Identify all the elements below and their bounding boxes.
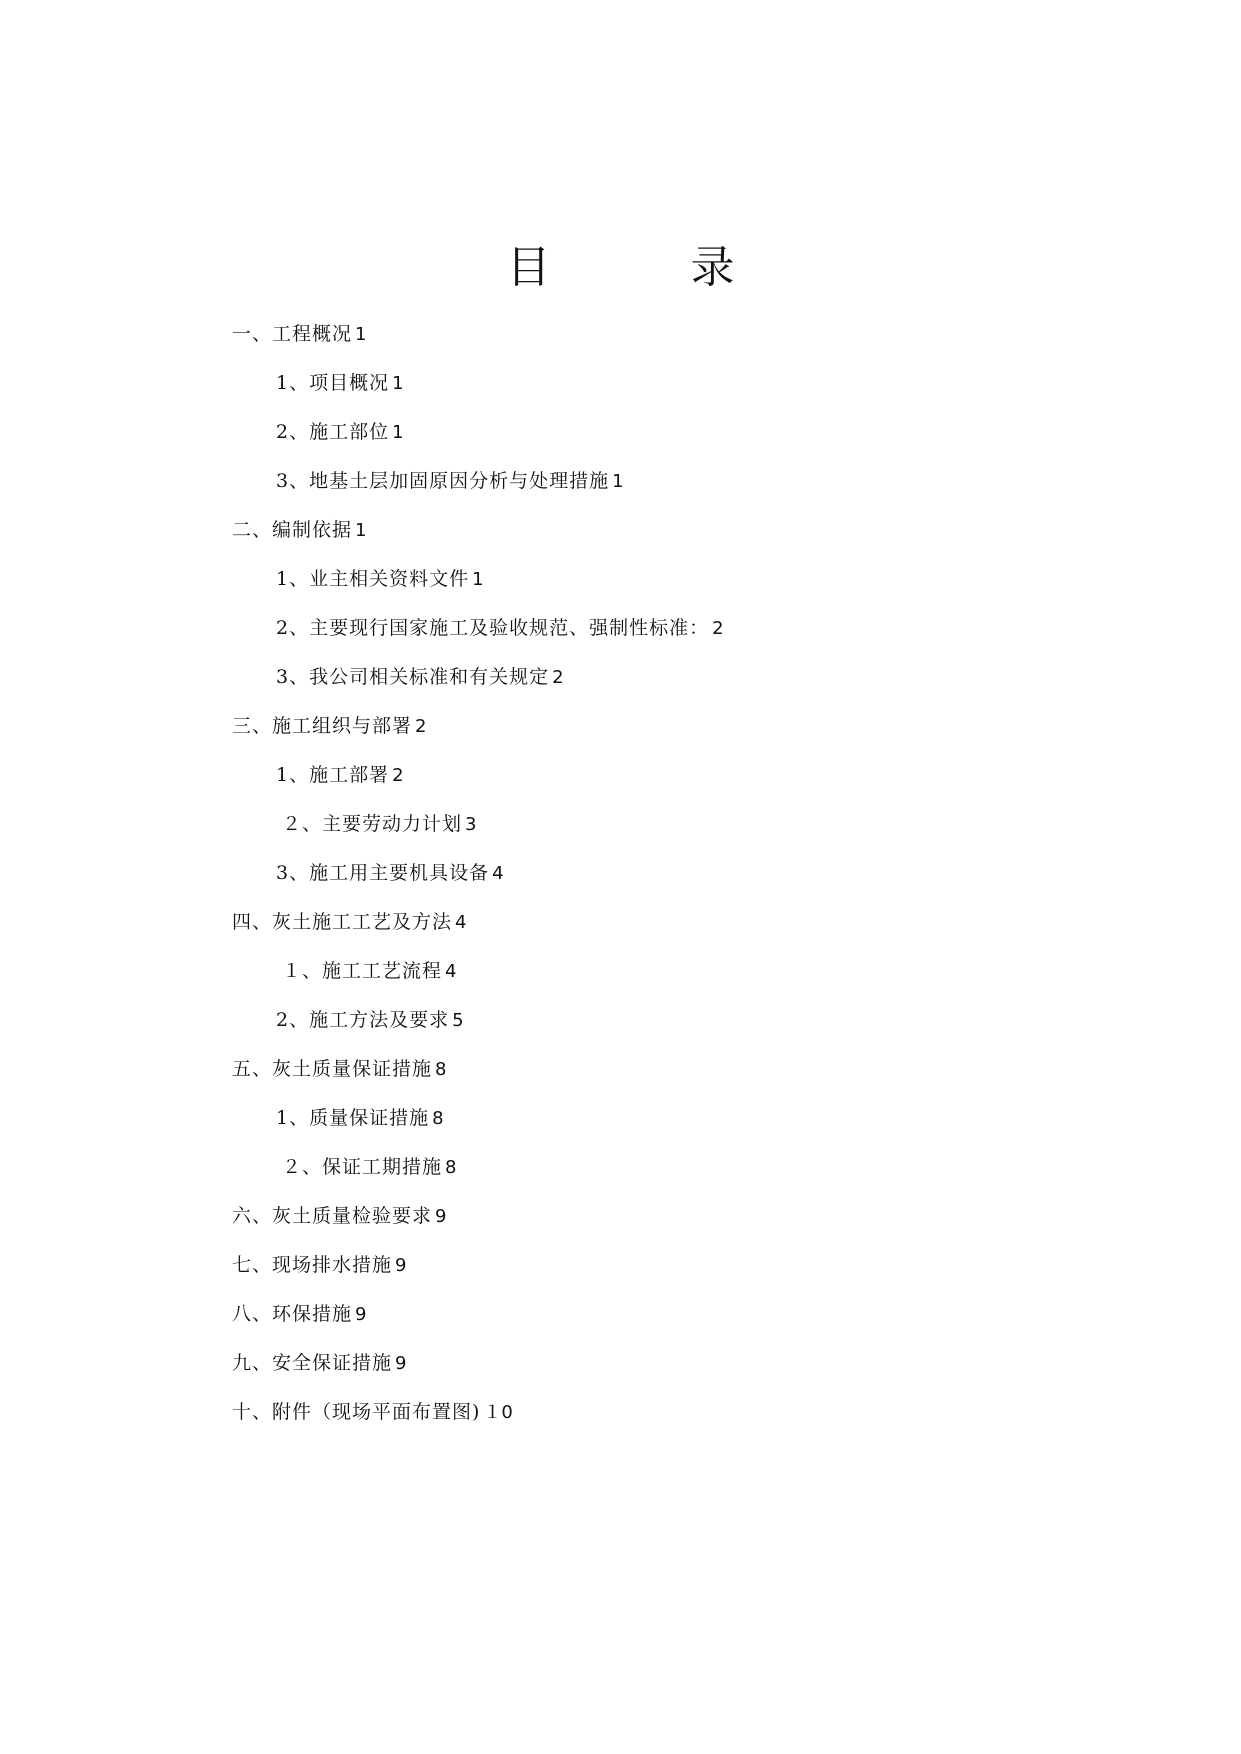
- toc-section-entry[interactable]: [0, 1204, 1241, 1253]
- toc-page-number: 2: [712, 618, 724, 639]
- toc-page-number: 2: [415, 716, 427, 737]
- toc-entry-text: 二、编制依据: [232, 519, 353, 541]
- toc-section-entry[interactable]: [0, 518, 1241, 567]
- toc-section-entry[interactable]: [0, 1057, 1241, 1106]
- toc-page-number: 9: [395, 1353, 407, 1374]
- toc-entry-text: 六、灰土质量检验要求: [232, 1205, 433, 1227]
- toc-entry-text: 十、附件（现场平面布置图): [232, 1401, 481, 1423]
- toc-section-entry[interactable]: [0, 1351, 1241, 1400]
- toc-page-number: 9: [435, 1206, 447, 1227]
- toc-page-number: 4: [492, 863, 504, 884]
- table-of-contents: [0, 322, 1241, 1449]
- toc-entry-text: ２、保证工期措施: [282, 1156, 443, 1178]
- toc-section-entry[interactable]: [0, 1253, 1241, 1302]
- toc-entry-text: 三、施工组织与部署: [232, 715, 413, 737]
- toc-page-number: 1: [612, 471, 624, 492]
- toc-subsection-entry[interactable]: [0, 959, 1241, 1008]
- toc-page-number: 1: [355, 324, 367, 345]
- toc-subsection-entry[interactable]: [0, 616, 1241, 665]
- toc-entry-text: 五、灰土质量保证措施: [232, 1058, 433, 1080]
- toc-entry-text: 1、质量保证措施: [276, 1107, 430, 1129]
- toc-subsection-entry[interactable]: [0, 665, 1241, 714]
- toc-entry-text: 七、现场排水措施: [232, 1254, 393, 1276]
- toc-page-number: 4: [445, 961, 457, 982]
- toc-page-number: 4: [455, 912, 467, 933]
- toc-entry-text: 3、地基土层加固原因分析与处理措施: [276, 470, 610, 492]
- toc-entry-text: １、施工工艺流程: [282, 960, 443, 982]
- toc-page-number: 8: [435, 1059, 447, 1080]
- toc-entry-text: 2、施工方法及要求: [276, 1009, 450, 1031]
- toc-entry-text: 3、施工用主要机具设备: [276, 862, 490, 884]
- toc-entry-text: 1、施工部署: [276, 764, 390, 786]
- toc-subsection-entry[interactable]: [0, 861, 1241, 910]
- toc-page-number: 2: [392, 765, 404, 786]
- toc-page-number: 2: [552, 667, 564, 688]
- toc-section-entry[interactable]: [0, 1400, 1241, 1449]
- toc-page-number: 3: [465, 814, 477, 835]
- toc-section-entry[interactable]: [0, 1302, 1241, 1351]
- toc-subsection-entry[interactable]: [0, 567, 1241, 616]
- toc-subsection-entry[interactable]: [0, 1106, 1241, 1155]
- toc-subsection-entry[interactable]: [0, 1155, 1241, 1204]
- toc-page-number: 9: [395, 1255, 407, 1276]
- toc-subsection-entry[interactable]: [0, 1008, 1241, 1057]
- toc-entry-text: 2、施工部位: [276, 421, 390, 443]
- toc-page-number: 8: [445, 1157, 457, 1178]
- toc-entry-text: 1、业主相关资料文件: [276, 568, 470, 590]
- toc-entry-text: 九、安全保证措施: [232, 1352, 393, 1374]
- toc-section-entry[interactable]: [0, 714, 1241, 763]
- toc-entry-text: 八、环保措施: [232, 1303, 353, 1325]
- toc-page-number: 5: [452, 1010, 464, 1031]
- toc-page-number: 1: [392, 422, 404, 443]
- toc-page-number: １0: [483, 1402, 513, 1423]
- toc-section-entry[interactable]: [0, 910, 1241, 959]
- page-title: 目 录: [506, 242, 783, 293]
- toc-page-number: 8: [432, 1108, 444, 1129]
- toc-subsection-entry[interactable]: [0, 469, 1241, 518]
- toc-subsection-entry[interactable]: [0, 763, 1241, 812]
- toc-entry-text: ２、主要劳动力计划: [282, 813, 463, 835]
- toc-subsection-entry[interactable]: [0, 371, 1241, 420]
- toc-entry-text: 2、主要现行国家施工及验收规范、强制性标准：: [276, 617, 710, 639]
- toc-entry-text: 四、灰土施工工艺及方法: [232, 911, 453, 933]
- toc-subsection-entry[interactable]: [0, 812, 1241, 861]
- toc-subsection-entry[interactable]: [0, 420, 1241, 469]
- toc-page-number: 9: [355, 1304, 367, 1325]
- toc-entry-text: 1、项目概况: [276, 372, 390, 394]
- toc-page-number: 1: [355, 520, 367, 541]
- toc-page-number: 1: [392, 373, 404, 394]
- toc-entry-text: 3、我公司相关标准和有关规定: [276, 666, 550, 688]
- toc-section-entry[interactable]: [0, 322, 1241, 371]
- toc-page-number: 1: [472, 569, 484, 590]
- toc-entry-text: 一、工程概况: [232, 323, 353, 345]
